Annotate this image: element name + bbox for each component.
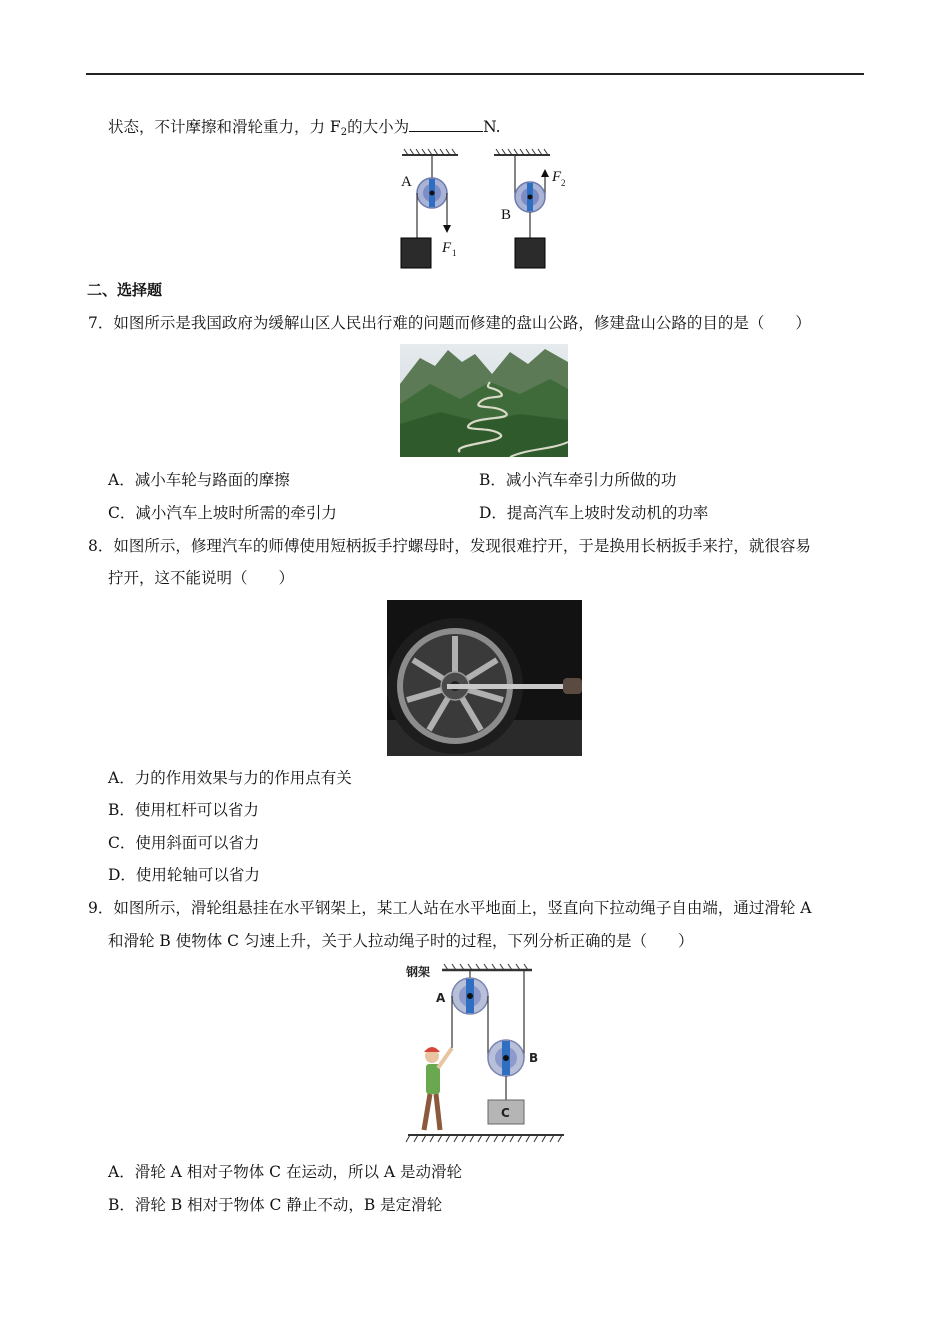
pulley-a-label: A bbox=[436, 991, 446, 1005]
q6-continuation-text: 状态，不计摩擦和滑轮重力，力 $F_2$的大小为 N. bbox=[108, 115, 501, 144]
wheel-wrench-photo bbox=[387, 600, 582, 756]
f2-label: F bbox=[552, 169, 562, 185]
q9-option-a[interactable]: A．滑轮 A 相对子物体 C 在运动，所以 A 是动滑轮 bbox=[108, 1163, 463, 1181]
q7-option-c[interactable]: C．减小汽车上坡时所需的牵引力 bbox=[108, 504, 337, 522]
answer-blank[interactable] bbox=[409, 115, 483, 132]
f1-label: F bbox=[442, 240, 452, 256]
q9-option-b[interactable]: B．滑轮 B 相对于物体 C 静止不动，B 是定滑轮 bbox=[108, 1196, 443, 1214]
section-heading: 二、选择题 bbox=[87, 281, 163, 299]
pulley-figure-ab bbox=[390, 145, 570, 273]
q7-option-a[interactable]: A．减小车轮与路面的摩擦 bbox=[108, 471, 290, 489]
q9-stem-line1: 9．如图所示，滑轮组悬挂在水平钢架上，某工人站在水平地面上，竖直向下拉动绳子自由端，通过滑轮 A bbox=[88, 899, 812, 917]
q8-option-c[interactable]: C．使用斜面可以省力 bbox=[108, 834, 260, 852]
q7-option-b[interactable]: B．减小汽车牵引力所做的功 bbox=[479, 471, 677, 489]
mountain-road-photo bbox=[400, 344, 568, 457]
pulley-b-label: B bbox=[501, 207, 512, 223]
q7-stem: 7．如图所示是我国政府为缓解山区人民出行难的问题而修建的盘山公路，修建盘山公路的目的是（ ） bbox=[88, 314, 811, 332]
pulley-system-figure bbox=[402, 960, 567, 1150]
f1-subscript: 1 bbox=[452, 248, 457, 258]
pulley-b-label: B bbox=[529, 1051, 539, 1065]
f2-subscript: 2 bbox=[561, 178, 566, 188]
header-rule bbox=[86, 73, 864, 75]
frame-label: 钢架 bbox=[406, 965, 431, 979]
block-c-label: C bbox=[501, 1106, 510, 1120]
pulley-a-label: A bbox=[401, 174, 412, 190]
q8-option-b[interactable]: B．使用杠杆可以省力 bbox=[108, 801, 259, 819]
q8-option-a[interactable]: A．力的作用效果与力的作用点有关 bbox=[108, 769, 352, 787]
q8-stem-line2: 拧开，这不能说明（ ） bbox=[108, 569, 295, 587]
q9-stem-line2: 和滑轮 B 使物体 C 匀速上升，关于人拉动绳子时的过程，下列分析正确的是（ ） bbox=[108, 932, 694, 950]
q8-option-d[interactable]: D．使用轮轴可以省力 bbox=[108, 866, 260, 884]
q8-stem-line1: 8．如图所示，修理汽车的师傅使用短柄扳手拧螺母时，发现很难拧开，于是换用长柄扳手来拧，就很容易 bbox=[88, 537, 811, 555]
q7-option-d[interactable]: D．提高汽车上坡时发动机的功率 bbox=[479, 504, 709, 522]
